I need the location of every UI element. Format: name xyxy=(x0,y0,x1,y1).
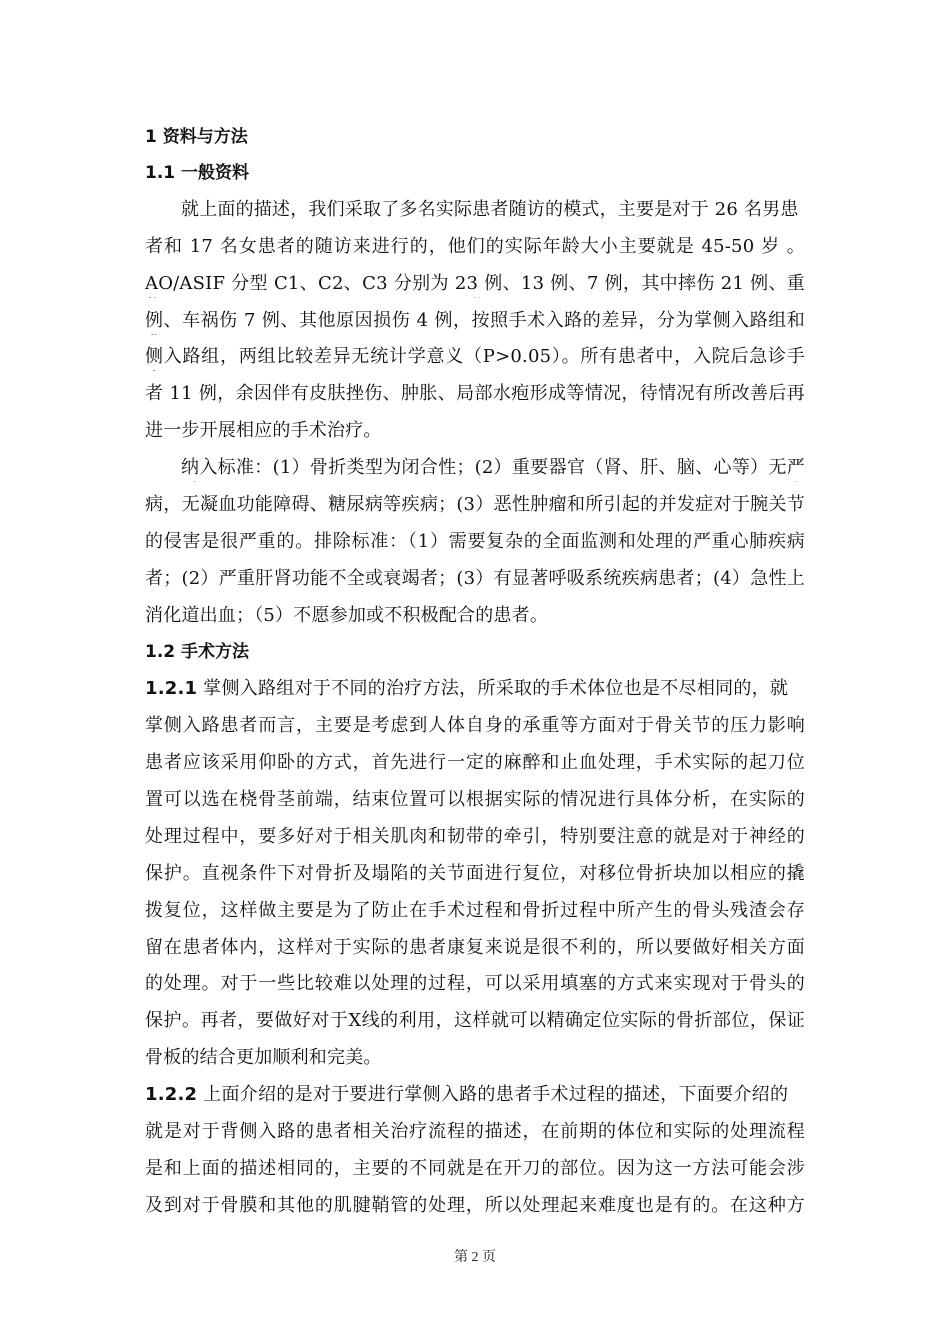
paragraph-line-numbered xyxy=(145,677,805,701)
section-heading-1-2: 1.2 手术方法 xyxy=(145,642,250,662)
page-number-footer: 第 2 页 xyxy=(454,1250,496,1265)
paragraph-line: 消化道出血；（5）不愿参加或不积极配合的患者。 xyxy=(145,605,549,626)
paragraph-line: 及到对于骨膜和其他的肌腱鞘管的处理，所以处理起来难度也是有的。在这种方 xyxy=(145,1195,805,1216)
paragraph-line: 者和 17 名女患者的随访来进行的，他们的实际年龄大小主要就是 45-50 岁 。 xyxy=(145,236,805,257)
subsection-number: 1.2.1 xyxy=(145,678,198,699)
paragraph-line: AO/ASIF 分型 C1、C2、C3 分别为 23 例、13 例、7 例，其中摔伤 21 例、重 xyxy=(145,273,805,294)
paragraph-line: 的侵害是很严重的。排除标准：（1）需要复杂的全面监测和处理的严重心肺疾病 xyxy=(145,531,805,552)
paragraph-line: 是和上面的描述相同的，主要的不同就是在开刀的部位。因为这一方法可能会涉 xyxy=(145,1158,805,1179)
section-heading-1-1: 1.1 一般资料 xyxy=(145,163,250,183)
paragraph-line: 者 11 例，余因伴有皮肤挫伤、肿胀、局部水疱形成等情况，待情况有所改善后再 xyxy=(145,383,805,404)
paragraph-line: 纳入标准：(1）骨折类型为闭合性；(2）重要器官（肾、肝、脑、心等）无严 xyxy=(181,457,805,478)
paragraph-line: 者；(2）严重肝肾功能不全或衰竭者；(3）有显著呼吸系统疾病患者；(4）急性上 xyxy=(145,568,805,589)
section-heading-1: 1 资料与方法 xyxy=(145,127,248,147)
paragraph-line: 患者应该采用仰卧的方式，首先进行一定的麻醉和止血处理，手术实际的起刀位 xyxy=(145,752,805,773)
paragraph-line-numbered xyxy=(145,1083,805,1107)
paragraph-line: 处理过程中，要多好对于相关肌肉和韧带的牵引，特别要注意的就是对于神经的 xyxy=(145,826,805,847)
paragraph-line: 病，无凝血功能障碍、糖尿病等疾病；(3）恶性肿瘤和所引起的并发症对于腕关节 xyxy=(145,494,805,515)
paragraph-line: 保护。再者，要做好对于X线的利用，这样就可以精确定位实际的骨折部位，保证 xyxy=(145,1010,805,1031)
paragraph-line: 就上面的描述，我们采取了多名实际患者随访的模式，主要是对于 26 名男患 xyxy=(181,199,799,220)
paragraph-line: 的处理。对于一些比较难以处理的过程，可以采用填塞的方式来实现对于骨头的 xyxy=(145,973,805,994)
paragraph-line: 置可以选在桡骨茎前端，结束位置可以根据实际的情况进行具体分析，在实际的 xyxy=(145,789,805,810)
paragraph-line: 拨复位，这样做主要是为了防止在手术过程和骨折过程中所产生的骨头残渣会存 xyxy=(145,900,805,921)
paragraph-text: 掌侧入路组对于不同的治疗方法，所采取的手术体位也是不尽相同的，就 xyxy=(203,678,789,699)
paragraph-line: 保护。直视条件下对骨折及塌陷的关节面进行复位，对移位骨折块加以相应的撬 xyxy=(145,863,805,884)
paragraph-line: 侧入路组，两组比较差异无统计学意义（P>0.05）。所有患者中，入院后急诊手 xyxy=(145,346,805,367)
paragraph-line: 例、车祸伤 7 例、其他原因损伤 4 例，按照手术入路的差异，分为掌侧入路组和 xyxy=(145,310,805,331)
subsection-number: 1.2.2 xyxy=(145,1084,198,1105)
paragraph-line: 就是对于背侧入路的患者相关治疗流程的描述，在前期的体位和实际的处理流程 xyxy=(145,1121,805,1142)
paragraph-line: 骨板的结合更加顺利和完美。 xyxy=(145,1047,382,1068)
paragraph-line: 留在患者体内，这样对于实际的患者康复来说是很不利的，所以要做好相关方面 xyxy=(145,937,805,958)
paragraph-line: 掌侧入路患者而言，主要是考虑到人体自身的承重等方面对于骨关节的压力影响 xyxy=(145,715,805,736)
paragraph-text: 上面介绍的是对于要进行掌侧入路的患者手术过程的描述，下面要介绍的 xyxy=(203,1084,789,1105)
paragraph-line: 进一步开展相应的手术治疗。 xyxy=(145,420,382,441)
